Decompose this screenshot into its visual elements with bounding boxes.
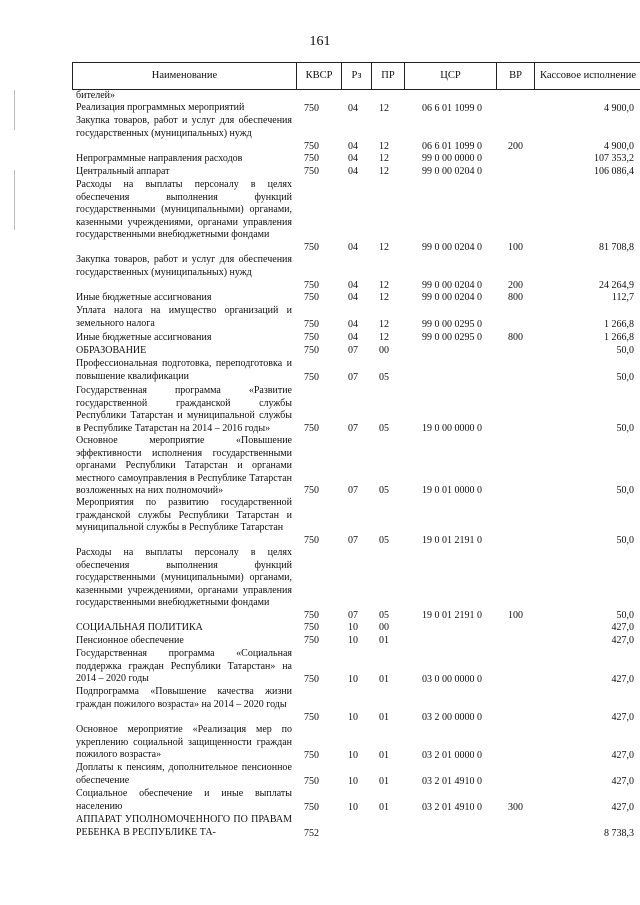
cell-name: Уплата налога на имущество организаций и земельного налога [76, 305, 292, 329]
cell-sum: 1 266,8 [604, 331, 634, 343]
table-row [76, 635, 640, 647]
cell-sum: 4 900,0 [604, 140, 634, 152]
cell-pr: 00 [379, 344, 389, 356]
cell-kvsr: 750 [304, 484, 319, 496]
cell-csr: 03 2 01 4910 0 [422, 775, 482, 787]
cell-rz: 10 [348, 673, 358, 685]
cell-name: Центральный аппарат [76, 166, 170, 177]
cell-name: Мероприятия по развитию государственной гражданской службы Республики Татарстан и муниципальной службы в Республике Татарстан [76, 497, 292, 533]
table-row [76, 90, 640, 101]
cell-kvsr: 750 [304, 775, 319, 787]
cell-kvsr: 750 [304, 673, 319, 685]
cell-pr: 12 [379, 102, 389, 114]
cell-name: Подпрограмма «Повышение качества жизни граждан пожилого возраста» на 2014 – 2020 годы [76, 686, 292, 710]
table-row [76, 724, 640, 762]
cell-pr: 12 [379, 291, 389, 303]
cell-sum: 427,0 [611, 801, 634, 813]
cell-csr: 99 0 00 0204 0 [422, 165, 482, 177]
cell-kvsr: 750 [304, 279, 319, 291]
cell-rz: 10 [348, 711, 358, 723]
cell-pr: 01 [379, 673, 389, 685]
cell-csr: 06 6 01 1099 0 [422, 102, 482, 114]
table-row [76, 622, 640, 634]
cell-name: АППАРАТ УПОЛНОМОЧЕННОГО ПО ПРАВАМ РЕБЕНКА В РЕСПУБЛИКЕ ТА- [76, 814, 292, 838]
cell-pr: 12 [379, 140, 389, 152]
cell-kvsr: 750 [304, 422, 319, 434]
cell-kvsr: 750 [304, 609, 319, 621]
cell-csr: 99 0 00 0000 0 [422, 152, 482, 164]
cell-sum: 24 264,9 [599, 279, 634, 291]
cell-sum: 1 266,8 [604, 318, 634, 330]
cell-name: Реализация программных мероприятий [76, 102, 245, 113]
cell-sum: 4 900,0 [604, 102, 634, 114]
cell-kvsr: 750 [304, 318, 319, 330]
cell-pr: 12 [379, 279, 389, 291]
cell-sum: 50,0 [616, 344, 634, 356]
cell-name: Расходы на выплаты персоналу в целях обеспечения выполнения функций государственными (муниципальными) органами, казенными учреждениями, органами управления государственными внебюджетными фондами [76, 547, 292, 608]
cell-name: Основное мероприятие «Реализация мер по укреплению социальной защищенности граждан пожилого возраста» [76, 724, 292, 760]
cell-vr: 100 [508, 241, 523, 253]
cell-vr: 300 [508, 801, 523, 813]
cell-sum: 427,0 [611, 673, 634, 685]
cell-kvsr: 750 [304, 331, 319, 343]
table-row [76, 497, 640, 547]
cell-name: ОБРАЗОВАНИЕ [76, 345, 147, 356]
table-row [76, 547, 640, 622]
cell-sum: 112,7 [611, 291, 634, 303]
cell-rz: 07 [348, 344, 358, 356]
cell-sum: 427,0 [611, 634, 634, 646]
cell-name: Закупка товаров, работ и услуг для обеспечения государственных (муниципальных) нужд [76, 254, 292, 278]
cell-csr: 19 0 00 0000 0 [422, 422, 482, 434]
table-row [76, 385, 640, 435]
table-row [76, 686, 640, 724]
header-name: Наименование [73, 63, 297, 89]
table-row [76, 345, 640, 357]
cell-name: СОЦИАЛЬНАЯ ПОЛИТИКА [76, 622, 203, 633]
cell-pr: 12 [379, 152, 389, 164]
cell-csr: 99 0 00 0204 0 [422, 279, 482, 291]
cell-pr: 01 [379, 749, 389, 761]
cell-rz: 07 [348, 609, 358, 621]
cell-rz: 07 [348, 422, 358, 434]
cell-vr: 100 [508, 609, 523, 621]
cell-kvsr: 750 [304, 152, 319, 164]
cell-sum: 106 086,4 [594, 165, 634, 177]
cell-kvsr: 750 [304, 140, 319, 152]
cell-csr: 06 6 01 1099 0 [422, 140, 482, 152]
cell-pr: 01 [379, 801, 389, 813]
cell-rz: 10 [348, 634, 358, 646]
cell-vr: 200 [508, 140, 523, 152]
cell-name: Закупка товаров, работ и услуг для обеспечения государственных (муниципальных) нужд [76, 115, 292, 139]
cell-pr: 05 [379, 371, 389, 383]
cell-csr: 19 0 01 2191 0 [422, 534, 482, 546]
cell-rz: 07 [348, 484, 358, 496]
cell-sum: 427,0 [611, 621, 634, 633]
table-row [76, 292, 640, 304]
table-row [76, 332, 640, 344]
cell-name: бителей» [76, 90, 116, 101]
table-row [76, 788, 640, 814]
cell-pr: 05 [379, 422, 389, 434]
cell-vr: 800 [508, 331, 523, 343]
table-row [76, 814, 640, 840]
page-number: 161 [309, 34, 331, 49]
cell-kvsr: 750 [304, 102, 319, 114]
cell-kvsr: 750 [304, 634, 319, 646]
cell-pr: 01 [379, 711, 389, 723]
cell-pr: 01 [379, 634, 389, 646]
cell-csr: 03 2 01 0000 0 [422, 749, 482, 761]
table-row [76, 115, 640, 153]
cell-csr: 99 0 00 0204 0 [422, 241, 482, 253]
cell-sum: 50,0 [616, 422, 634, 434]
cell-csr: 99 0 00 0204 0 [422, 291, 482, 303]
cell-name: Основное мероприятие «Повышение эффективности исполнения государственными органами Республики Татарстан и органами местного самоуправления в Республике Татарстан возложенных на них полномочий» [76, 435, 292, 496]
cell-rz: 04 [348, 241, 358, 253]
cell-sum: 427,0 [611, 775, 634, 787]
cell-csr: 19 0 01 2191 0 [422, 609, 482, 621]
cell-pr: 00 [379, 621, 389, 633]
cell-name: Профессиональная подготовка, переподготовка и повышение квалификации [76, 358, 292, 382]
header-kvsr: КВСР [297, 63, 342, 89]
cell-rz: 04 [348, 102, 358, 114]
header-pr: ПР [372, 63, 405, 89]
table-row [76, 648, 640, 686]
table-row [76, 179, 640, 254]
cell-kvsr: 750 [304, 711, 319, 723]
table-row [76, 358, 640, 384]
cell-sum: 50,0 [616, 371, 634, 383]
cell-kvsr: 750 [304, 621, 319, 633]
cell-pr: 12 [379, 318, 389, 330]
cell-pr: 12 [379, 165, 389, 177]
cell-rz: 07 [348, 371, 358, 383]
cell-rz: 10 [348, 621, 358, 633]
cell-rz: 04 [348, 165, 358, 177]
cell-pr: 05 [379, 534, 389, 546]
cell-csr: 19 0 01 0000 0 [422, 484, 482, 496]
table-row [76, 153, 640, 165]
cell-sum: 50,0 [616, 484, 634, 496]
cell-kvsr: 750 [304, 344, 319, 356]
cell-sum: 427,0 [611, 711, 634, 723]
cell-rz: 10 [348, 801, 358, 813]
cell-rz: 07 [348, 534, 358, 546]
cell-vr: 800 [508, 291, 523, 303]
cell-name: Государственная программа «Социальная поддержка граждан Республики Татарстан» на 2014 – 2020 годы [76, 648, 292, 684]
cell-name: Непрограммные направления расходов [76, 153, 243, 164]
cell-rz: 10 [348, 775, 358, 787]
cell-sum: 50,0 [616, 534, 634, 546]
header-sum: Кассовое исполнение [539, 70, 637, 82]
cell-pr: 05 [379, 484, 389, 496]
table-header [72, 62, 640, 90]
cell-csr: 03 2 00 0000 0 [422, 711, 482, 723]
header-rz: Рз [342, 63, 372, 89]
cell-rz: 04 [348, 331, 358, 343]
scan-margin-mark [14, 90, 15, 130]
cell-sum: 107 353,2 [594, 152, 634, 164]
cell-rz: 04 [348, 140, 358, 152]
table-row [76, 762, 640, 788]
cell-kvsr: 750 [304, 371, 319, 383]
table-row [76, 102, 640, 115]
cell-sum: 81 708,8 [599, 241, 634, 253]
cell-pr: 05 [379, 609, 389, 621]
cell-rz: 10 [348, 749, 358, 761]
cell-kvsr: 750 [304, 241, 319, 253]
cell-kvsr: 750 [304, 165, 319, 177]
cell-pr: 12 [379, 241, 389, 253]
cell-csr: 99 0 00 0295 0 [422, 318, 482, 330]
cell-kvsr: 750 [304, 291, 319, 303]
cell-name: Государственная программа «Развитие государственной гражданской службы Республики Татарстан и муниципальной службы в Республике Татарстан на 2014 – 2016 годы» [76, 385, 292, 434]
cell-sum: 8 738,3 [604, 827, 634, 839]
header-csr: ЦСР [405, 63, 497, 89]
cell-csr: 03 2 01 4910 0 [422, 801, 482, 813]
cell-sum: 427,0 [611, 749, 634, 761]
cell-rz: 04 [348, 152, 358, 164]
table-row [76, 166, 640, 178]
cell-csr: 03 0 00 0000 0 [422, 673, 482, 685]
cell-name: Расходы на выплаты персоналу в целях обеспечения выполнения функций государственными (муниципальными) органами, казенными учреждениями, органами управления государственными внебюджетными фондами [76, 179, 292, 240]
cell-kvsr: 750 [304, 801, 319, 813]
cell-name: Пенсионное обеспечение [76, 635, 184, 646]
cell-vr: 200 [508, 279, 523, 291]
cell-sum: 50,0 [616, 609, 634, 621]
cell-rz: 04 [348, 318, 358, 330]
scan-margin-mark [14, 170, 15, 230]
cell-csr: 99 0 00 0295 0 [422, 331, 482, 343]
header-vr: ВР [497, 63, 535, 89]
cell-kvsr: 750 [304, 749, 319, 761]
cell-pr: 01 [379, 775, 389, 787]
cell-name: Иные бюджетные ассигнования [76, 332, 212, 343]
cell-kvsr: 752 [304, 827, 319, 839]
cell-rz: 04 [348, 279, 358, 291]
cell-name: Социальное обеспечение и иные выплаты населению [76, 788, 292, 812]
cell-name: Доплаты к пенсиям, дополнительное пенсионное обеспечение [76, 762, 292, 786]
table-row [76, 305, 640, 331]
table-row [76, 435, 640, 497]
table-row [76, 254, 640, 292]
cell-rz: 04 [348, 291, 358, 303]
cell-pr: 12 [379, 331, 389, 343]
cell-kvsr: 750 [304, 534, 319, 546]
cell-name: Иные бюджетные ассигнования [76, 292, 212, 303]
